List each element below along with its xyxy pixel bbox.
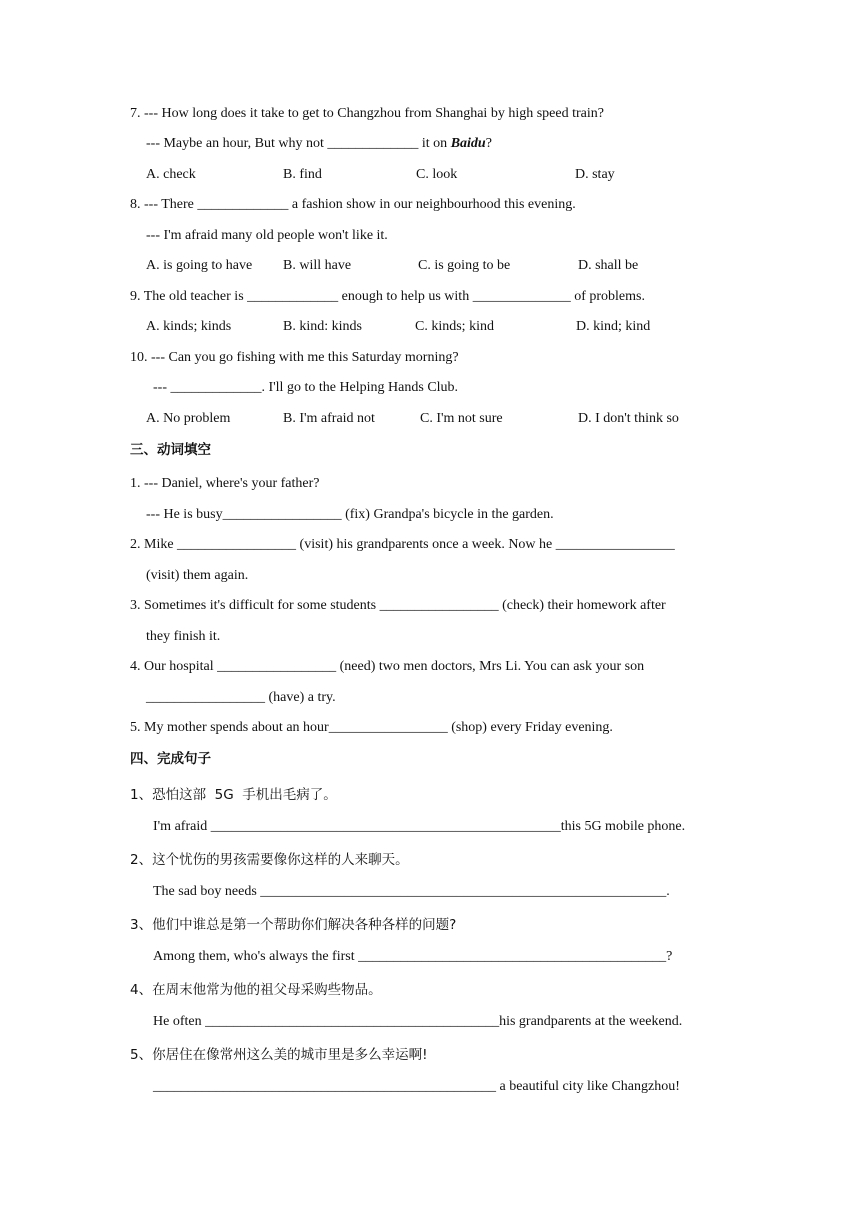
baidu-word: Baidu — [450, 136, 486, 151]
q10-option-c: C. I'm not sure — [420, 411, 503, 426]
q8-option-a: A. is going to have — [146, 258, 253, 273]
s4-zh: 5、你居住在像常州这么美的城市里是多么幸运啊! — [130, 1047, 428, 1063]
q9-option-a: A. kinds; kinds — [146, 319, 232, 334]
q8-line2: --- I'm afraid many old people won't like it. — [146, 228, 388, 243]
s4-en: He often __________________________________________his grandparents at the weekend. — [153, 1014, 683, 1029]
s4-zh: 4、在周末他常为他的祖父母采购些物品。 — [130, 982, 382, 998]
section4-heading: 四、完成句子 — [130, 751, 211, 767]
q7-option-a: A. check — [146, 167, 196, 182]
q10-option-d: D. I don't think so — [578, 411, 679, 426]
s4-zh: 3、他们中谁总是第一个帮助你们解决各种各样的问题? — [130, 917, 457, 933]
s4-zh: 2、这个忧伤的男孩需要像你这样的人来聊天。 — [130, 852, 409, 868]
q8-option-c: C. is going to be — [418, 258, 511, 273]
q10-option-b: B. I'm afraid not — [283, 411, 375, 426]
q8-line1: 8. --- There _____________ a fashion show in our neighbourhood this evening. — [130, 197, 576, 212]
s4-en: _________________________________________________ a beautiful city like Changzhou! — [153, 1079, 680, 1094]
s3-line: 2. Mike _________________ (visit) his grandparents once a week. Now he _________________ — [130, 537, 675, 552]
s3-line: _________________ (have) a try. — [146, 690, 336, 705]
q9-option-b: B. kind: kinds — [283, 319, 362, 334]
q10-option-a: A. No problem — [146, 411, 231, 426]
q9-line1: 9. The old teacher is _____________ enough to help us with ______________ of problems. — [130, 289, 645, 304]
q7-option-d: D. stay — [575, 167, 615, 182]
q10-line1: 10. --- Can you go fishing with me this Saturday morning? — [130, 350, 459, 365]
q9-option-d: D. kind; kind — [576, 319, 651, 334]
s3-line: 3. Sometimes it's difficult for some students _________________ (check) their homework after — [130, 598, 666, 613]
q10-line2: --- _____________. I'll go to the Helping Hands Club. — [153, 380, 459, 395]
s3-line: 5. My mother spends about an hour_________________ (shop) every Friday evening. — [130, 720, 613, 735]
q8-option-b: B. will have — [283, 258, 352, 273]
s4-en: I'm afraid __________________________________________________this 5G mobile phone. — [153, 819, 686, 834]
s3-line: they finish it. — [146, 629, 221, 644]
section3-heading: 三、动词填空 — [130, 442, 211, 458]
q8-option-d: D. shall be — [578, 258, 639, 273]
s4-en: Among them, who's always the first ____________________________________________? — [153, 949, 673, 964]
s3-line: 1. --- Daniel, where's your father? — [130, 476, 320, 491]
s3-line: --- He is busy_________________ (fix) Grandpa's bicycle in the garden. — [146, 507, 554, 522]
s4-en: The sad boy needs __________________________________________________________. — [153, 884, 670, 899]
q9-option-c: C. kinds; kind — [415, 319, 494, 334]
s3-line: 4. Our hospital _________________ (need) two men doctors, Mrs Li. You can ask your son — [130, 659, 645, 674]
q7-option-b: B. find — [283, 167, 322, 182]
s4-zh: 1、恐怕这部 5G 手机出毛病了。 — [130, 787, 337, 803]
q7-line1: 7. --- How long does it take to get to Changzhou from Shanghai by high speed train? — [130, 106, 604, 121]
q7-line2: --- Maybe an hour, But why not _____________ it on Baidu? — [146, 136, 492, 151]
s3-line: (visit) them again. — [146, 568, 249, 583]
q7-option-c: C. look — [416, 167, 458, 182]
